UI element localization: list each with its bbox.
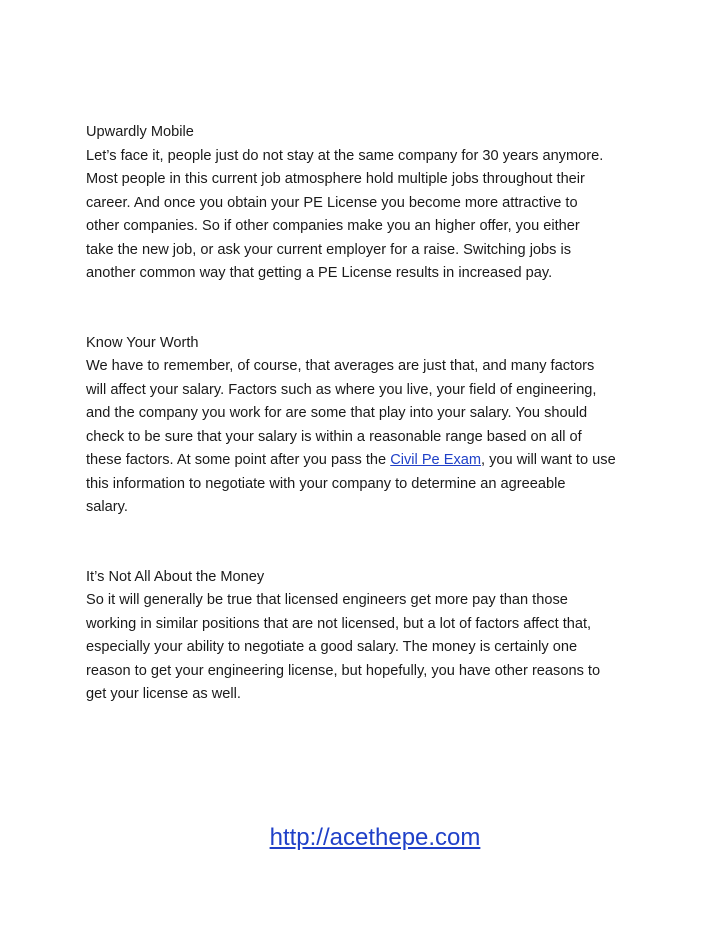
section-upwardly-mobile <box>86 121 686 286</box>
paragraph-line: take the new job, or ask your current employer for a raise. Switching jobs is <box>86 241 572 258</box>
footer <box>0 822 728 854</box>
section-heading: Upwardly Mobile <box>86 124 194 140</box>
paragraph-line: salary. <box>86 499 128 515</box>
section-know-your-worth <box>86 332 686 520</box>
paragraph-line-with-link <box>86 449 686 473</box>
paragraph-line: especially your ability to negotiate a good salary. The money is certainly one <box>86 639 578 655</box>
line-text-after-link: , you will want to use <box>481 452 616 468</box>
paragraph-line: career. And once you obtain your PE License you become more attractive to <box>86 194 578 211</box>
section-heading: It’s Not All About the Money <box>86 568 265 585</box>
website-url-link[interactable]: http://acethepe.com <box>269 824 481 851</box>
paragraph-line: this information to negotiate with your company to determine an agreeable <box>86 475 566 492</box>
document-body <box>86 121 686 707</box>
paragraph-line: So it will generally be true that licensed engineers get more pay than those <box>86 592 568 608</box>
paragraph-line: We have to remember, of course, that averages are just that, and many factors <box>86 358 595 374</box>
paragraph-line: will affect your salary. Factors such as where you live, your field of engineering, <box>86 381 597 398</box>
paragraph-line: another common way that getting a PE License results in increased pay. <box>86 265 553 281</box>
section-heading: Know Your Worth <box>86 334 199 351</box>
paragraph-line: Most people in this current job atmosphere hold multiple jobs throughout their <box>86 171 585 187</box>
line-text-before-link: these factors. At some point after you pass the <box>86 452 391 468</box>
section-not-all-about-money <box>86 566 686 707</box>
paragraph-line: reason to get your engineering license, but hopefully, you have other reasons to <box>86 662 601 679</box>
paragraph-line: and the company you work for are some that play into your salary. You should <box>86 405 588 421</box>
paragraph-line: working in similar positions that are not licensed, but a lot of factors affect that, <box>86 615 592 632</box>
paragraph-line: check to be sure that your salary is within a reasonable range based on all of <box>86 428 582 445</box>
paragraph-line: Let’s face it, people just do not stay at the same company for 30 years anymore. <box>86 147 604 164</box>
civil-pe-exam-link[interactable]: Civil Pe Exam <box>390 452 482 468</box>
paragraph-line: other companies. So if other companies make you an higher offer, you either <box>86 218 580 234</box>
paragraph-line: get your license as well. <box>86 686 241 702</box>
